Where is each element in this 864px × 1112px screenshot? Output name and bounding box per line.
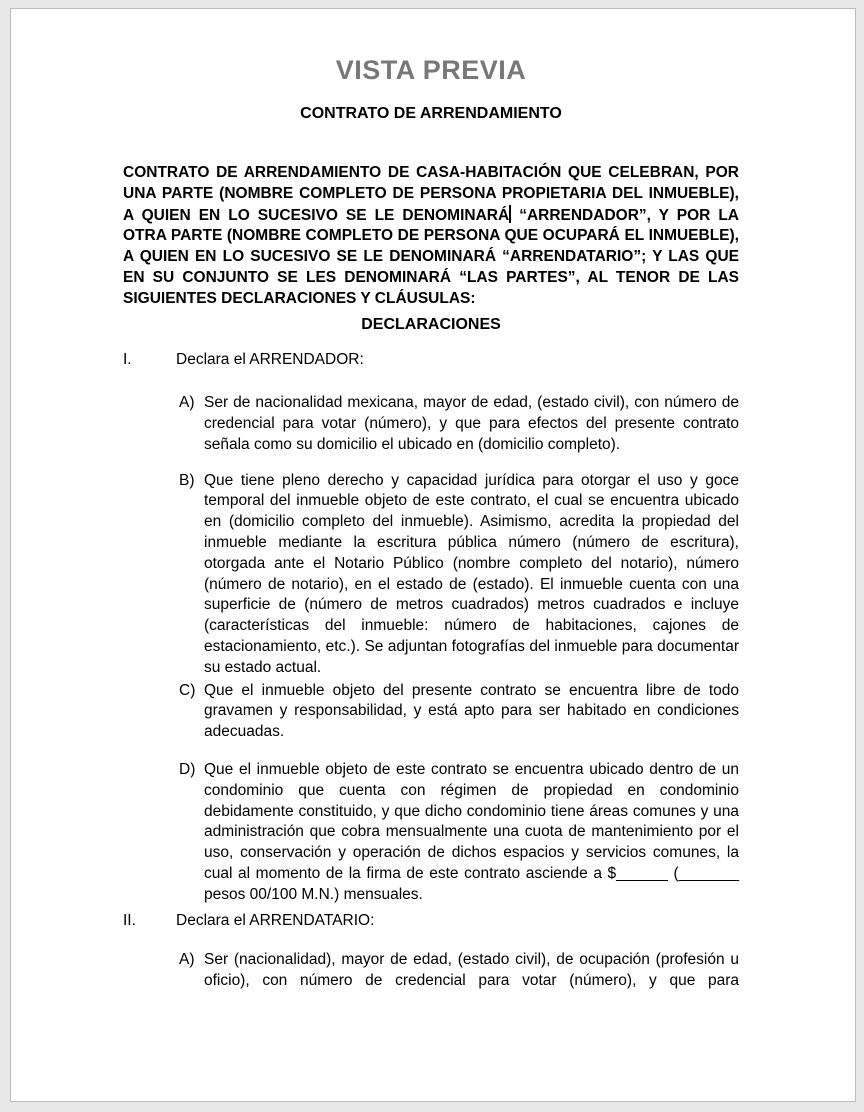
item-1c-text: Que el inmueble objeto del presente contrato se encuentra libre de todo gravamen y responsabilidad, y está apto para ser habitado en condiciones adecuadas.: [204, 681, 739, 741]
item-1a-letter: A): [179, 394, 195, 412]
item-1c-letter: C): [179, 681, 196, 699]
item-2a-letter: A): [179, 951, 195, 969]
item-2a-text: Ser (nacionalidad), mayor de edad, (estado civil), de ocupación (profesión u oficio), con número de credencial para votar (número), y que para: [204, 951, 739, 990]
declaration-item-1b: [179, 471, 739, 679]
declaration-item-1d: [179, 760, 739, 906]
document-content: [11, 9, 855, 992]
declarations-heading: DECLARACIONES: [361, 315, 501, 333]
section-1-numeral: I.: [123, 351, 132, 369]
item-1b-letter: B): [179, 471, 195, 489]
item-1d-letter: D): [179, 760, 196, 778]
preview-watermark-title: VISTA PREVIA: [335, 55, 527, 85]
item-1a-text: Ser de nacionalidad mexicana, mayor de edad, (estado civil), con número de credencial para votar (número), y que para efectos del presente contrato señala como su domicilio el ubicado en (domicilio completo).: [204, 394, 739, 453]
text-caret: [509, 205, 511, 223]
document-title: CONTRATO DE ARRENDAMIENTO: [300, 105, 562, 122]
section-1-head: [123, 350, 739, 371]
opening-text-before-caret: CONTRATO DE ARRENDAMIENTO DE CASA-HABITACIÓN QUE CELEBRAN, POR UNA PARTE (NOMBRE COMPLETO DE PERSONA PROPIETARIA DEL INMUEBLE), A QUIEN EN LO SUCESIVO SE LE DENOMINARÁ: [123, 164, 739, 224]
item-1b-text: Que tiene pleno derecho y capacidad jurídica para otorgar el uso y goce temporal del inmueble objeto de este contrato, el cual se encuentra ubicado en (domicilio completo del inmueble). Asimismo, acredita la propiedad del inmueble mediante la escritura pública número (número de escritura), otorgada ante el Notario Público (nombre completo del notario), número (número de notario), en el estado de (estado). El inmueble cuenta con una superficie de (número de metros cuadrados) metros cuadrados e incluye (características del inmueble: número de habitaciones, cajones de estacionamiento, etc.). Se adjuntan fotografías del inmueble para documentar su estado actual.: [204, 471, 739, 676]
declaration-item-1c: [179, 681, 739, 743]
item-1d-text: Que el inmueble objeto de este contrato se encuentra ubicado dentro de un condominio que cuenta con régimen de propiedad en condominio debidamente constituido, y que dicho condominio tiene áreas comunes y una administración que cobra mensualmente una cuota de mantenimiento por el uso, conservación y operación de dichos espacios y servicios comunes, la cual al momento de la firma de este contrato asciende a $______ (_______ pesos 00/100 M.N.) mensuales.: [204, 760, 739, 903]
section-1-title: Declara el ARRENDADOR:: [176, 351, 364, 369]
opening-paragraph[interactable]: [123, 163, 739, 310]
document-page[interactable]: [10, 8, 856, 1102]
section-2-title: Declara el ARRENDATARIO:: [176, 911, 375, 929]
section-2-head: [123, 911, 739, 932]
opening-text-after-caret: “ARRENDADOR”, Y POR LA OTRA PARTE (NOMBRE COMPLETO DE PERSONA QUE OCUPARÁ EL INMUEBLE), A QUIEN EN LO SUCESIVO SE LE DENOMINARÁ “ARRENDATARIO”; Y LAS QUE EN SU CONJUNTO SE LES DENOMINARÁ “LAS PARTES”, AL TENOR DE LAS SIGUIENTES DECLARACIONES Y CLÁUSULAS:: [123, 206, 739, 307]
declaration-item-2a: [179, 950, 739, 992]
declaration-item-1a: [179, 393, 739, 455]
section-2-numeral: II.: [123, 911, 136, 929]
